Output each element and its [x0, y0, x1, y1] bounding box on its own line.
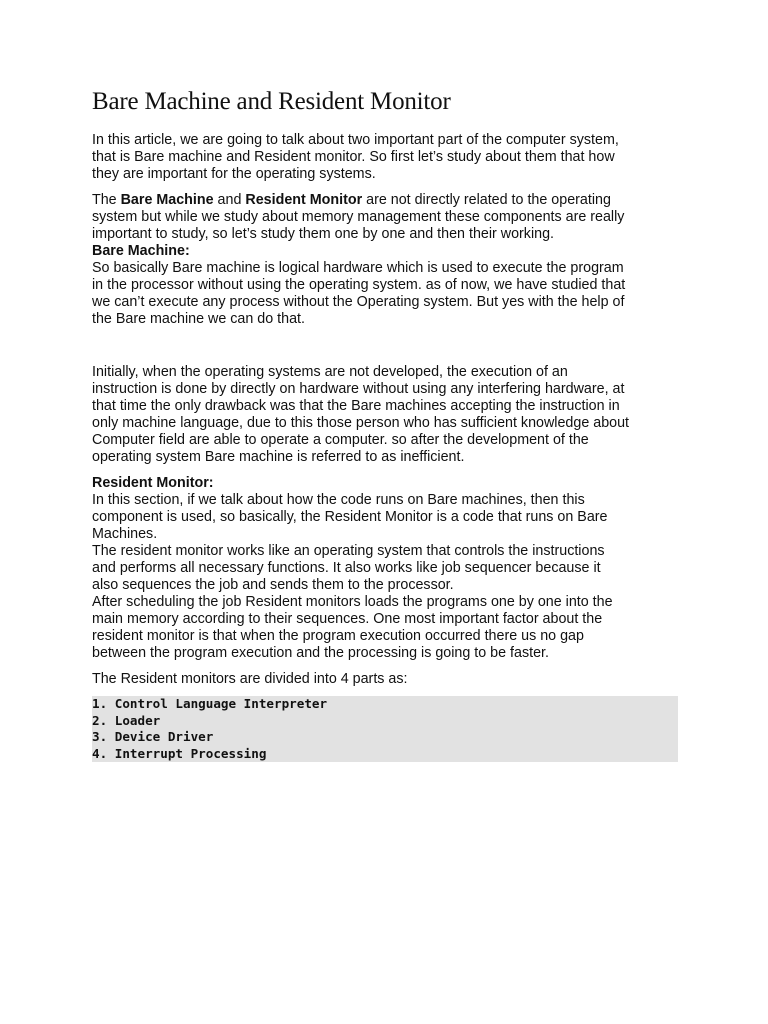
body-line: also sequences the job and sends them to the processor.: [92, 577, 454, 593]
body-line: instruction is done by directly on hardware without using any interfering hardware, at: [92, 381, 625, 397]
body-line: main memory according to their sequences. One most important factor about the: [92, 611, 603, 627]
list-number: 2.: [92, 712, 108, 728]
intro-line: In this article, we are going to talk about two important part of the computer system,: [92, 132, 619, 148]
body-line: in the processor without using the operating system. as of now, we have studied that: [92, 277, 626, 293]
intro-line: that is Bare machine and Resident monitor. So first let’s study about them that how: [92, 149, 615, 165]
article-title: Bare Machine and Resident Monitor: [92, 88, 451, 115]
text-span: are not directly related to the operating: [362, 192, 611, 208]
body-line: between the program execution and the processing is going to be faster.: [92, 645, 549, 661]
body-line: resident monitor is that when the program execution occurred there us no gap: [92, 628, 584, 644]
intro-line: they are important for the operating systems.: [92, 166, 376, 182]
text-span: and: [213, 192, 246, 208]
body-line: In this section, if we talk about how the code runs on Bare machines, then this: [92, 492, 585, 508]
body-line: the Bare machine we can do that.: [92, 311, 305, 327]
resident-monitor-heading: Resident Monitor:: [92, 475, 214, 491]
list-item: Control Language Interpreter: [114, 696, 328, 711]
code-line: [92, 729, 678, 746]
body-line: Machines.: [92, 526, 158, 542]
code-line: [92, 713, 678, 730]
bare-machine-term: Bare Machine: [120, 192, 214, 208]
body-line: only machine language, due to this those person who has sufficient knowledge about: [92, 415, 630, 431]
list-item: Device Driver: [114, 729, 214, 744]
document-page: [92, 86, 680, 762]
code-line: [92, 746, 678, 763]
resident-monitor-term: Resident Monitor: [245, 192, 363, 208]
parts-code-block: [92, 696, 678, 762]
code-line: [92, 696, 678, 713]
list-number: 4.: [92, 745, 108, 761]
body-line: operating system Bare machine is referred to as inefficient.: [92, 449, 465, 465]
bare-machine-heading: Bare Machine:: [92, 243, 190, 259]
bare-machine-paragraph: [92, 260, 680, 328]
parts-intro: The Resident monitors are divided into 4 parts as:: [92, 671, 408, 687]
intro-paragraph: [92, 132, 680, 183]
body-line: Computer field are able to operate a computer. so after the development of the: [92, 432, 589, 448]
history-paragraph: [92, 364, 680, 466]
definition-line: [92, 192, 680, 209]
body-line: Initially, when the operating systems are not developed, the execution of an: [92, 364, 568, 380]
body-line: So basically Bare machine is logical hardware which is used to execute the program: [92, 260, 624, 276]
body-line: The resident monitor works like an operating system that controls the instructions: [92, 543, 605, 559]
body-line: we can’t execute any process without the Operating system. But yes with the help of: [92, 294, 625, 310]
definition-line: system but while we study about memory management these components are really: [92, 209, 625, 225]
list-item: Loader: [114, 712, 161, 728]
body-line: that time the only drawback was that the Bare machines accepting the instruction in: [92, 398, 620, 414]
definition-line: important to study, so let’s study them one by one and then their working.: [92, 226, 554, 242]
list-number: 1.: [92, 696, 108, 711]
body-line: After scheduling the job Resident monitors loads the programs one by one into the: [92, 594, 613, 610]
list-item: Interrupt Processing: [114, 745, 267, 761]
text-span: The: [92, 192, 121, 208]
body-line: component is used, so basically, the Resident Monitor is a code that runs on Bare: [92, 509, 608, 525]
resident-monitor-paragraph: [92, 492, 680, 662]
list-number: 3.: [92, 729, 108, 744]
body-line: and performs all necessary functions. It also works like job sequencer because it: [92, 560, 601, 576]
definition-paragraph: [92, 192, 680, 243]
